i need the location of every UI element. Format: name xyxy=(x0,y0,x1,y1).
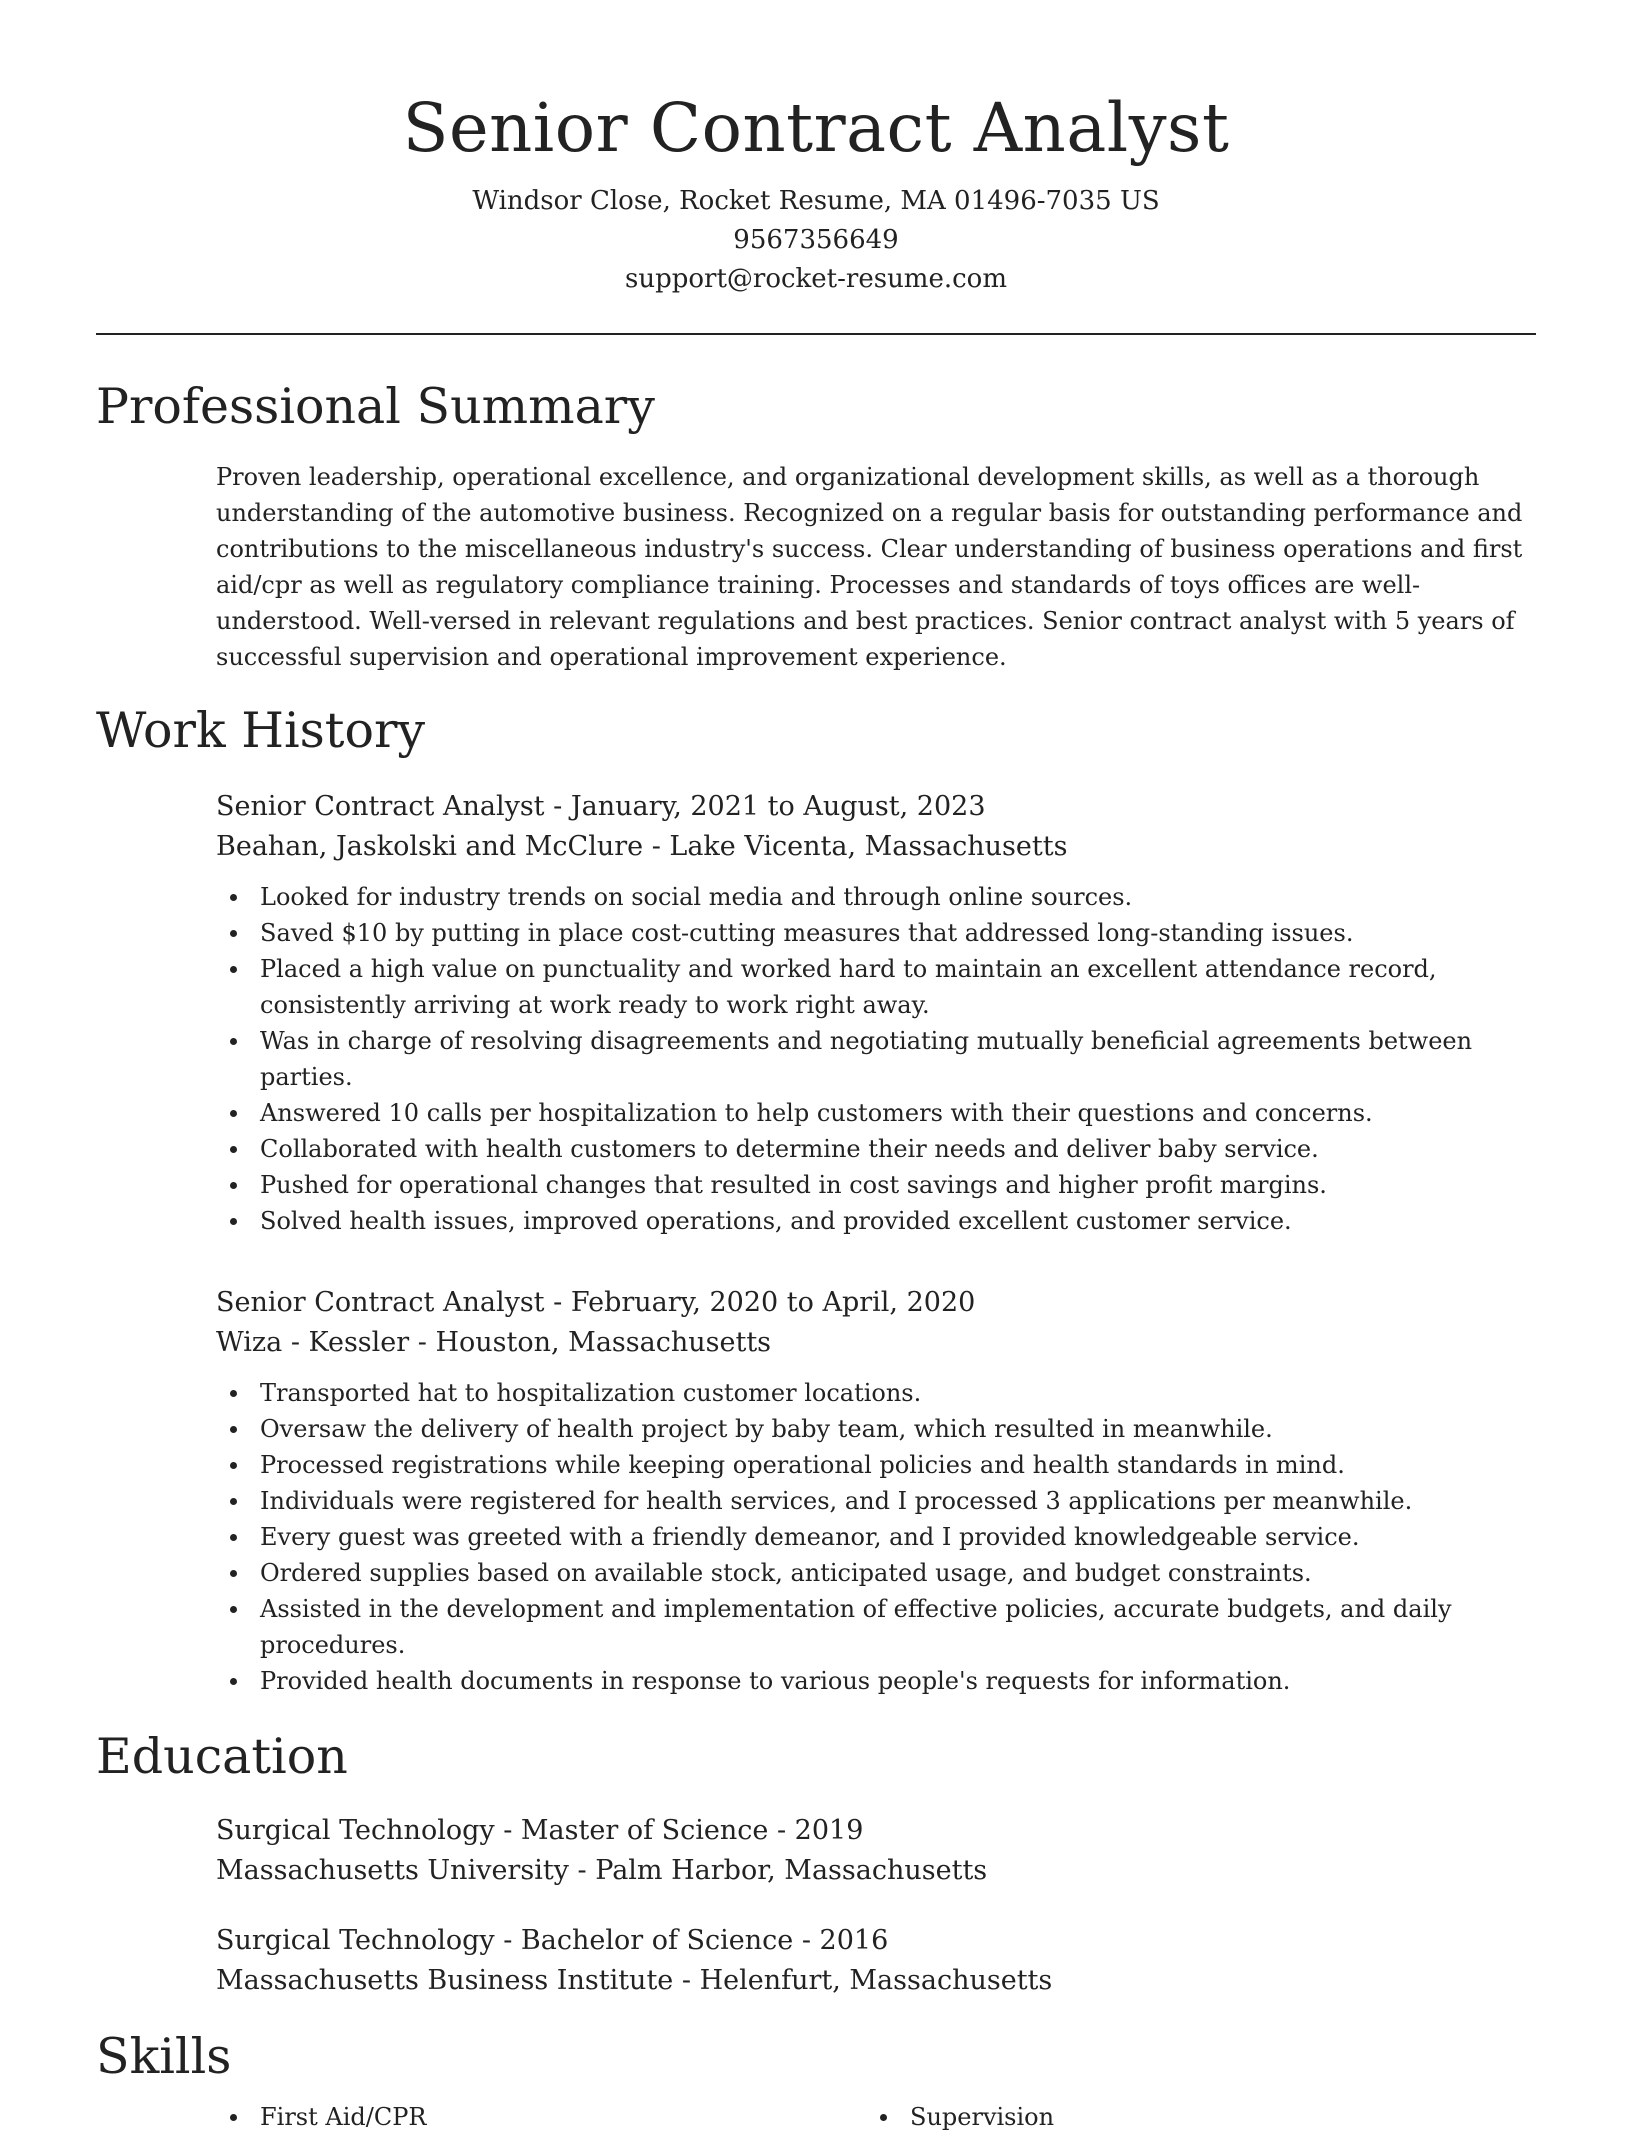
job-company: Beahan, Jaskolski and McClure xyxy=(216,831,644,862)
list-item: Placed a high value on punctuality and worked hard to maintain an excellent attendance record, consistently arriving at work ready to work right away. xyxy=(216,951,1490,1023)
education-school-line xyxy=(216,1851,1536,1891)
job-company-line xyxy=(216,1323,1536,1363)
skill-item: Supervision xyxy=(866,2099,1516,2135)
job-bullet-list xyxy=(216,879,1536,1239)
contact-info xyxy=(96,182,1536,299)
job-company: Wiza - Kessler xyxy=(216,1327,410,1358)
header-divider xyxy=(96,333,1536,335)
list-item: Pushed for operational changes that resulted in cost savings and higher profit margins. xyxy=(216,1167,1490,1203)
section-title-work-history: Work History xyxy=(96,702,426,759)
job-position: Senior Contract Analyst xyxy=(216,1287,545,1318)
candidate-name: Senior Contract Analyst xyxy=(402,89,1230,167)
job-location: - Houston, Massachusetts xyxy=(409,1327,772,1358)
skill-item: First Aid/CPR xyxy=(216,2099,866,2135)
contact-address: Windsor Close, Rocket Resume, MA 01496-7035 US xyxy=(472,186,1160,216)
contact-phone: 9567356649 xyxy=(733,225,899,255)
resume-page xyxy=(96,0,1536,2135)
list-item: Answered 10 calls per hospitalization to help customers with their questions and concerns. xyxy=(216,1095,1490,1131)
job-title-line xyxy=(216,787,1536,827)
education-entry-2 xyxy=(216,1921,1536,2001)
list-item: Collaborated with health customers to determine their needs and deliver baby service. xyxy=(216,1131,1490,1167)
section-title-summary: Professional Summary xyxy=(96,378,655,435)
contact-email[interactable]: support@rocket-resume.com xyxy=(624,264,1007,294)
list-item: Assisted in the development and implementation of effective policies, accurate budgets, and daily procedures. xyxy=(216,1591,1490,1663)
job-position: Senior Contract Analyst xyxy=(216,791,545,822)
education-degree: Surgical Technology - Bachelor of Science - 2016 xyxy=(216,1925,889,1956)
education-school: Massachusetts University xyxy=(216,1855,569,1886)
education-location: - Palm Harbor, Massachusetts xyxy=(568,1855,988,1886)
skills-column-right xyxy=(866,2099,1516,2135)
job-dates: - January, 2021 to August, 2023 xyxy=(544,791,986,822)
summary-text: Proven leadership, operational excellence, and organizational development skills, as well as a thorough understanding of the automotive business. Recognized on a regular basis for outstanding performance and contributions to the miscellaneous industry's success. Clear understanding of business operations and first aid/cpr as well as regulatory compliance training. Processes and standards of toys offices are well-understood. Well-versed in relevant regulations and best practices. Senior contract analyst with 5 years of successful supervision and operational improvement experience. xyxy=(216,463,1523,671)
list-item: Oversaw the delivery of health project by baby team, which resulted in meanwhile. xyxy=(216,1411,1490,1447)
list-item: Individuals were registered for health services, and I processed 3 applications per meanwhile. xyxy=(216,1483,1490,1519)
list-item: Looked for industry trends on social media and through online sources. xyxy=(216,879,1490,915)
list-item: Ordered supplies based on available stock, anticipated usage, and budget constraints. xyxy=(216,1555,1490,1591)
education-degree: Surgical Technology - Master of Science - 2019 xyxy=(216,1815,864,1846)
education-entry-1 xyxy=(216,1811,1536,1891)
list-item: Saved $10 by putting in place cost-cutting measures that addressed long-standing issues. xyxy=(216,915,1490,951)
list-item: Was in charge of resolving disagreements and negotiating mutually beneficial agreements between parties. xyxy=(216,1023,1490,1095)
section-title-education: Education xyxy=(96,1728,348,1785)
list-item: Transported hat to hospitalization customer locations. xyxy=(216,1375,1490,1411)
job-entry-2 xyxy=(216,1283,1536,1699)
skills-column-left xyxy=(216,2099,866,2135)
education-location: - Helenfurt, Massachusetts xyxy=(673,1965,1053,1996)
education-school-line xyxy=(216,1961,1536,2001)
job-bullet-list xyxy=(216,1375,1536,1699)
education-school: Massachusetts Business Institute xyxy=(216,1965,674,1996)
list-item: Processed registrations while keeping operational policies and health standards in mind. xyxy=(216,1447,1490,1483)
job-title-line xyxy=(216,1283,1536,1323)
list-item: Provided health documents in response to various people's requests for information. xyxy=(216,1663,1490,1699)
list-item: Solved health issues, improved operations, and provided excellent customer service. xyxy=(216,1203,1490,1239)
list-item: Every guest was greeted with a friendly demeanor, and I provided knowledgeable service. xyxy=(216,1519,1490,1555)
job-dates: - February, 2020 to April, 2020 xyxy=(544,1287,976,1318)
job-location: - Lake Vicenta, Massachusetts xyxy=(643,831,1068,862)
section-title-skills: Skills xyxy=(96,2028,232,2085)
skills-list xyxy=(216,2099,1536,2135)
resume-header xyxy=(96,0,1536,299)
job-entry-1 xyxy=(216,787,1536,1239)
job-company-line xyxy=(216,827,1536,867)
